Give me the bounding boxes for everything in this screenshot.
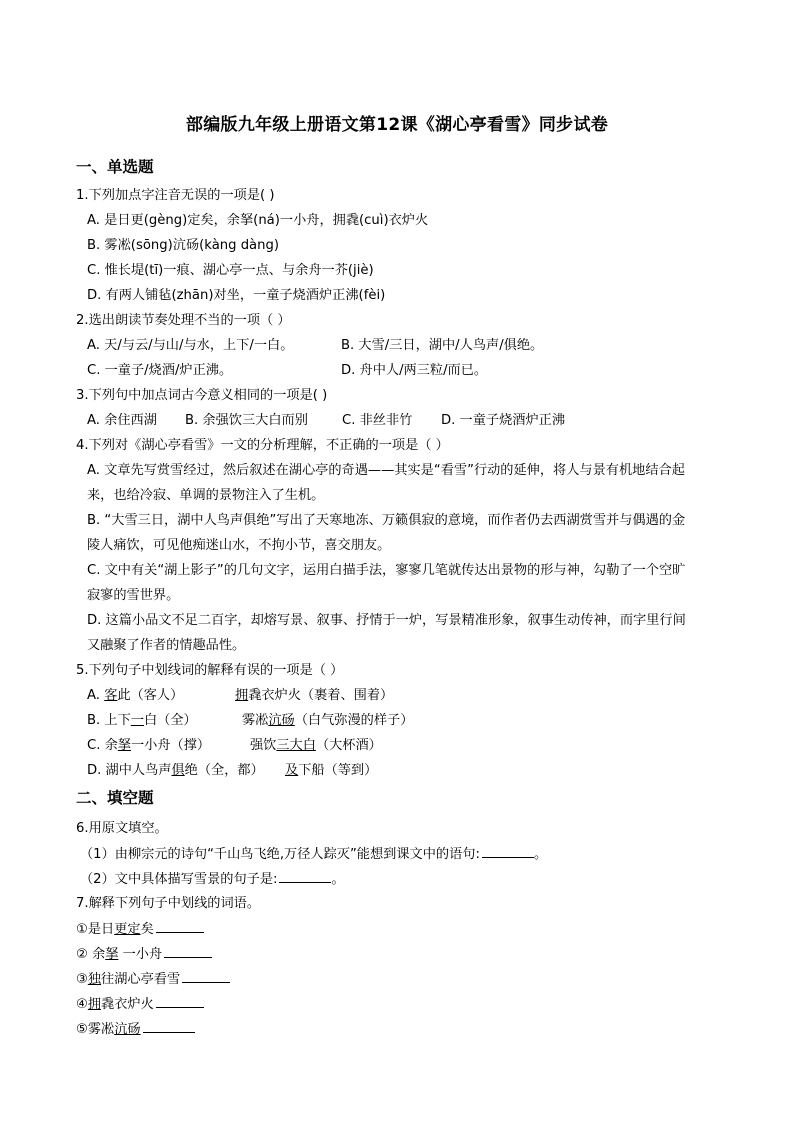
- text-fragment: 雾凇: [242, 713, 269, 728]
- underlined-word: 俱: [171, 763, 185, 778]
- question-1-stem: 1.下列加点字注音无误的一项是( ): [76, 188, 275, 203]
- text-fragment: 毳衣炉火: [101, 997, 154, 1012]
- question-5-option-a-right: [235, 687, 393, 705]
- question-5-option-d-right: [285, 762, 377, 780]
- text-fragment: ③: [76, 972, 88, 987]
- underlined-word: 独: [87, 972, 102, 987]
- text-fragment: 白（全）: [144, 713, 197, 728]
- page-title: 部编版九年级上册语文第12课《湖心亭看雪》同步试卷: [185, 115, 609, 135]
- question-2-option-d: D. 舟中人/两三粒/而已。: [341, 363, 488, 378]
- question-7-item-5: [76, 1020, 195, 1039]
- question-7-item-4: [76, 995, 204, 1014]
- question-3-stem: 3.下列句中加点词古今意义相同的一项是( ): [76, 388, 328, 403]
- question-5-option-b-right: [242, 712, 413, 730]
- text-fragment: （大杯酒）: [315, 738, 382, 753]
- underlined-word: 拏: [105, 947, 119, 962]
- question-5-option-c-left: [87, 737, 210, 755]
- text-fragment: 下船（等到）: [298, 763, 378, 778]
- answer-blank[interactable]: [482, 845, 534, 858]
- underlined-word: 客: [104, 688, 118, 703]
- underlined-word: 更定: [114, 922, 141, 937]
- text-fragment: （1）由柳宗元的诗句“千山鸟飞绝,万径人踪灭”能想到课文中的语句:: [80, 847, 480, 862]
- question-1-option-d: D. 有两人铺毡(zhān)对坐，一童子烧酒炉正沸(fèi): [87, 288, 386, 303]
- question-6-sub-1: [80, 845, 547, 864]
- underlined-word: 一: [130, 713, 144, 728]
- question-4-stem: 4.下列对《湖心亭看雪》一文的分析理解，不正确的一项是（ ）: [76, 438, 449, 453]
- question-7-item-1: [76, 920, 204, 939]
- text-fragment: 。: [331, 872, 345, 887]
- question-3-option-b: B. 余强饮三大白而别: [185, 413, 308, 428]
- text-fragment: 矣: [140, 922, 154, 937]
- question-3-option-a: A. 余住西湖: [87, 413, 157, 428]
- question-5-option-a-left: [87, 687, 183, 705]
- question-7-item-3: [76, 970, 230, 989]
- text-fragment: D. 湖中人鸟声: [87, 763, 172, 778]
- section-fill-in: 二、填空题: [76, 789, 154, 807]
- question-1-option-c: C. 惟长堤(tī)一痕、湖心亭一点、与余舟一芥(jiè): [87, 263, 374, 278]
- question-7-item-2: [76, 945, 212, 964]
- text-fragment: 此（客人）: [117, 688, 184, 703]
- question-4-option-a-line-2: 来，也给冷寂、单调的景物注入了生机。: [87, 488, 325, 503]
- text-fragment: ② 余: [76, 947, 106, 962]
- underlined-word: 拏: [117, 738, 131, 753]
- text-fragment: 一小舟: [118, 947, 163, 962]
- section-single-choice: 一、单选题: [76, 158, 154, 176]
- question-5-stem: 5.下列句子中划线词的解释有误的一项是（ ）: [76, 663, 344, 678]
- question-4-option-a-line-1: A. 文章先写赏雪经过，然后叙述在湖心亭的奇遇——其实是“看雪”行动的延伸，将人与景有机地结合起: [87, 463, 685, 478]
- text-fragment: A.: [87, 688, 105, 703]
- answer-blank[interactable]: [279, 870, 331, 883]
- text-fragment: ④: [76, 997, 88, 1012]
- question-5-option-c-right: [250, 737, 382, 755]
- text-fragment: 强饮: [250, 738, 277, 753]
- text-fragment: 往湖心亭看雪: [101, 972, 181, 987]
- question-2-option-a: A. 天/与云/与山/与水，上下/一白。: [87, 338, 294, 353]
- underlined-word: 及: [285, 763, 299, 778]
- text-fragment: ⑤雾凇: [76, 1022, 115, 1037]
- question-2-option-b: B. 大雪/三日，湖中/人鸟声/俱绝。: [341, 338, 544, 353]
- question-5-option-b-left: [87, 712, 197, 730]
- text-fragment: C. 余: [87, 738, 118, 753]
- answer-blank[interactable]: [156, 920, 204, 933]
- question-2-option-c: C. 一童子/烧酒/炉正沸。: [87, 363, 233, 378]
- text-fragment: B. 上下: [87, 713, 131, 728]
- question-4-option-c-line-1: C. 文中有关“湖上影子”的几句文字，运用白描手法，寥寥几笔就传达出景物的形与神，勾勒了一个空旷: [87, 563, 686, 578]
- question-4-option-d-line-2: 又融聚了作者的情趣品性。: [87, 638, 246, 653]
- text-fragment: 毳衣炉火（裹着、围着）: [248, 688, 394, 703]
- underlined-word: 拥: [87, 997, 102, 1012]
- answer-blank[interactable]: [182, 970, 230, 983]
- question-1-option-a: A. 是日更(gèng)定矣，余拏(ná)一小舟，拥毳(cuì)衣炉火: [87, 213, 429, 228]
- question-3-option-d: D. 一童子烧酒炉正沸: [441, 413, 566, 428]
- question-3-option-c: C. 非丝非竹: [342, 413, 413, 428]
- question-7-stem: 7.解释下列句子中划线的词语。: [76, 896, 261, 911]
- underlined-word: 拥: [235, 688, 249, 703]
- underlined-word: 沆砀: [114, 1022, 141, 1037]
- question-6-sub-2: [80, 870, 345, 889]
- answer-blank[interactable]: [164, 945, 212, 958]
- answer-blank[interactable]: [156, 995, 204, 1008]
- question-2-stem: 2.选出朗读节奏处理不当的一项（ ）: [76, 313, 291, 328]
- question-4-option-b-line-1: B. “大雪三日，湖中人鸟声俱绝”写出了天寒地冻、万籁俱寂的意境，而作者仍去西湖赏雪并与偶遇的金: [87, 513, 686, 528]
- question-4-option-b-line-2: 陵人痛饮，可见他痴迷山水，不拘小节，喜交朋友。: [87, 538, 391, 553]
- underlined-word: 沆砀: [268, 713, 295, 728]
- underlined-word: 三大白: [276, 738, 316, 753]
- text-fragment: 。: [533, 847, 548, 862]
- question-5-option-d-left: [87, 762, 264, 780]
- question-1-option-b: B. 雾凇(sōng)沆砀(kàng dàng): [87, 238, 280, 253]
- text-fragment: 一小舟（撑）: [130, 738, 211, 753]
- text-fragment: （白气弥漫的样子）: [294, 713, 414, 728]
- text-fragment: 绝（全，都）: [184, 763, 264, 778]
- text-fragment: ①是日: [76, 922, 115, 937]
- text-fragment: （2）文中具体描写雪景的句子是:: [80, 872, 278, 887]
- question-6-stem: 6.用原文填空。: [76, 821, 168, 836]
- question-4-option-d-line-1: D. 这篇小品文不足二百字，却熔写景、叙事、抒情于一炉，写景精准形象，叙事生动传神，而字里行间: [87, 613, 686, 628]
- question-4-option-c-line-2: 寂寥的雪世界。: [87, 588, 180, 603]
- answer-blank[interactable]: [143, 1020, 195, 1033]
